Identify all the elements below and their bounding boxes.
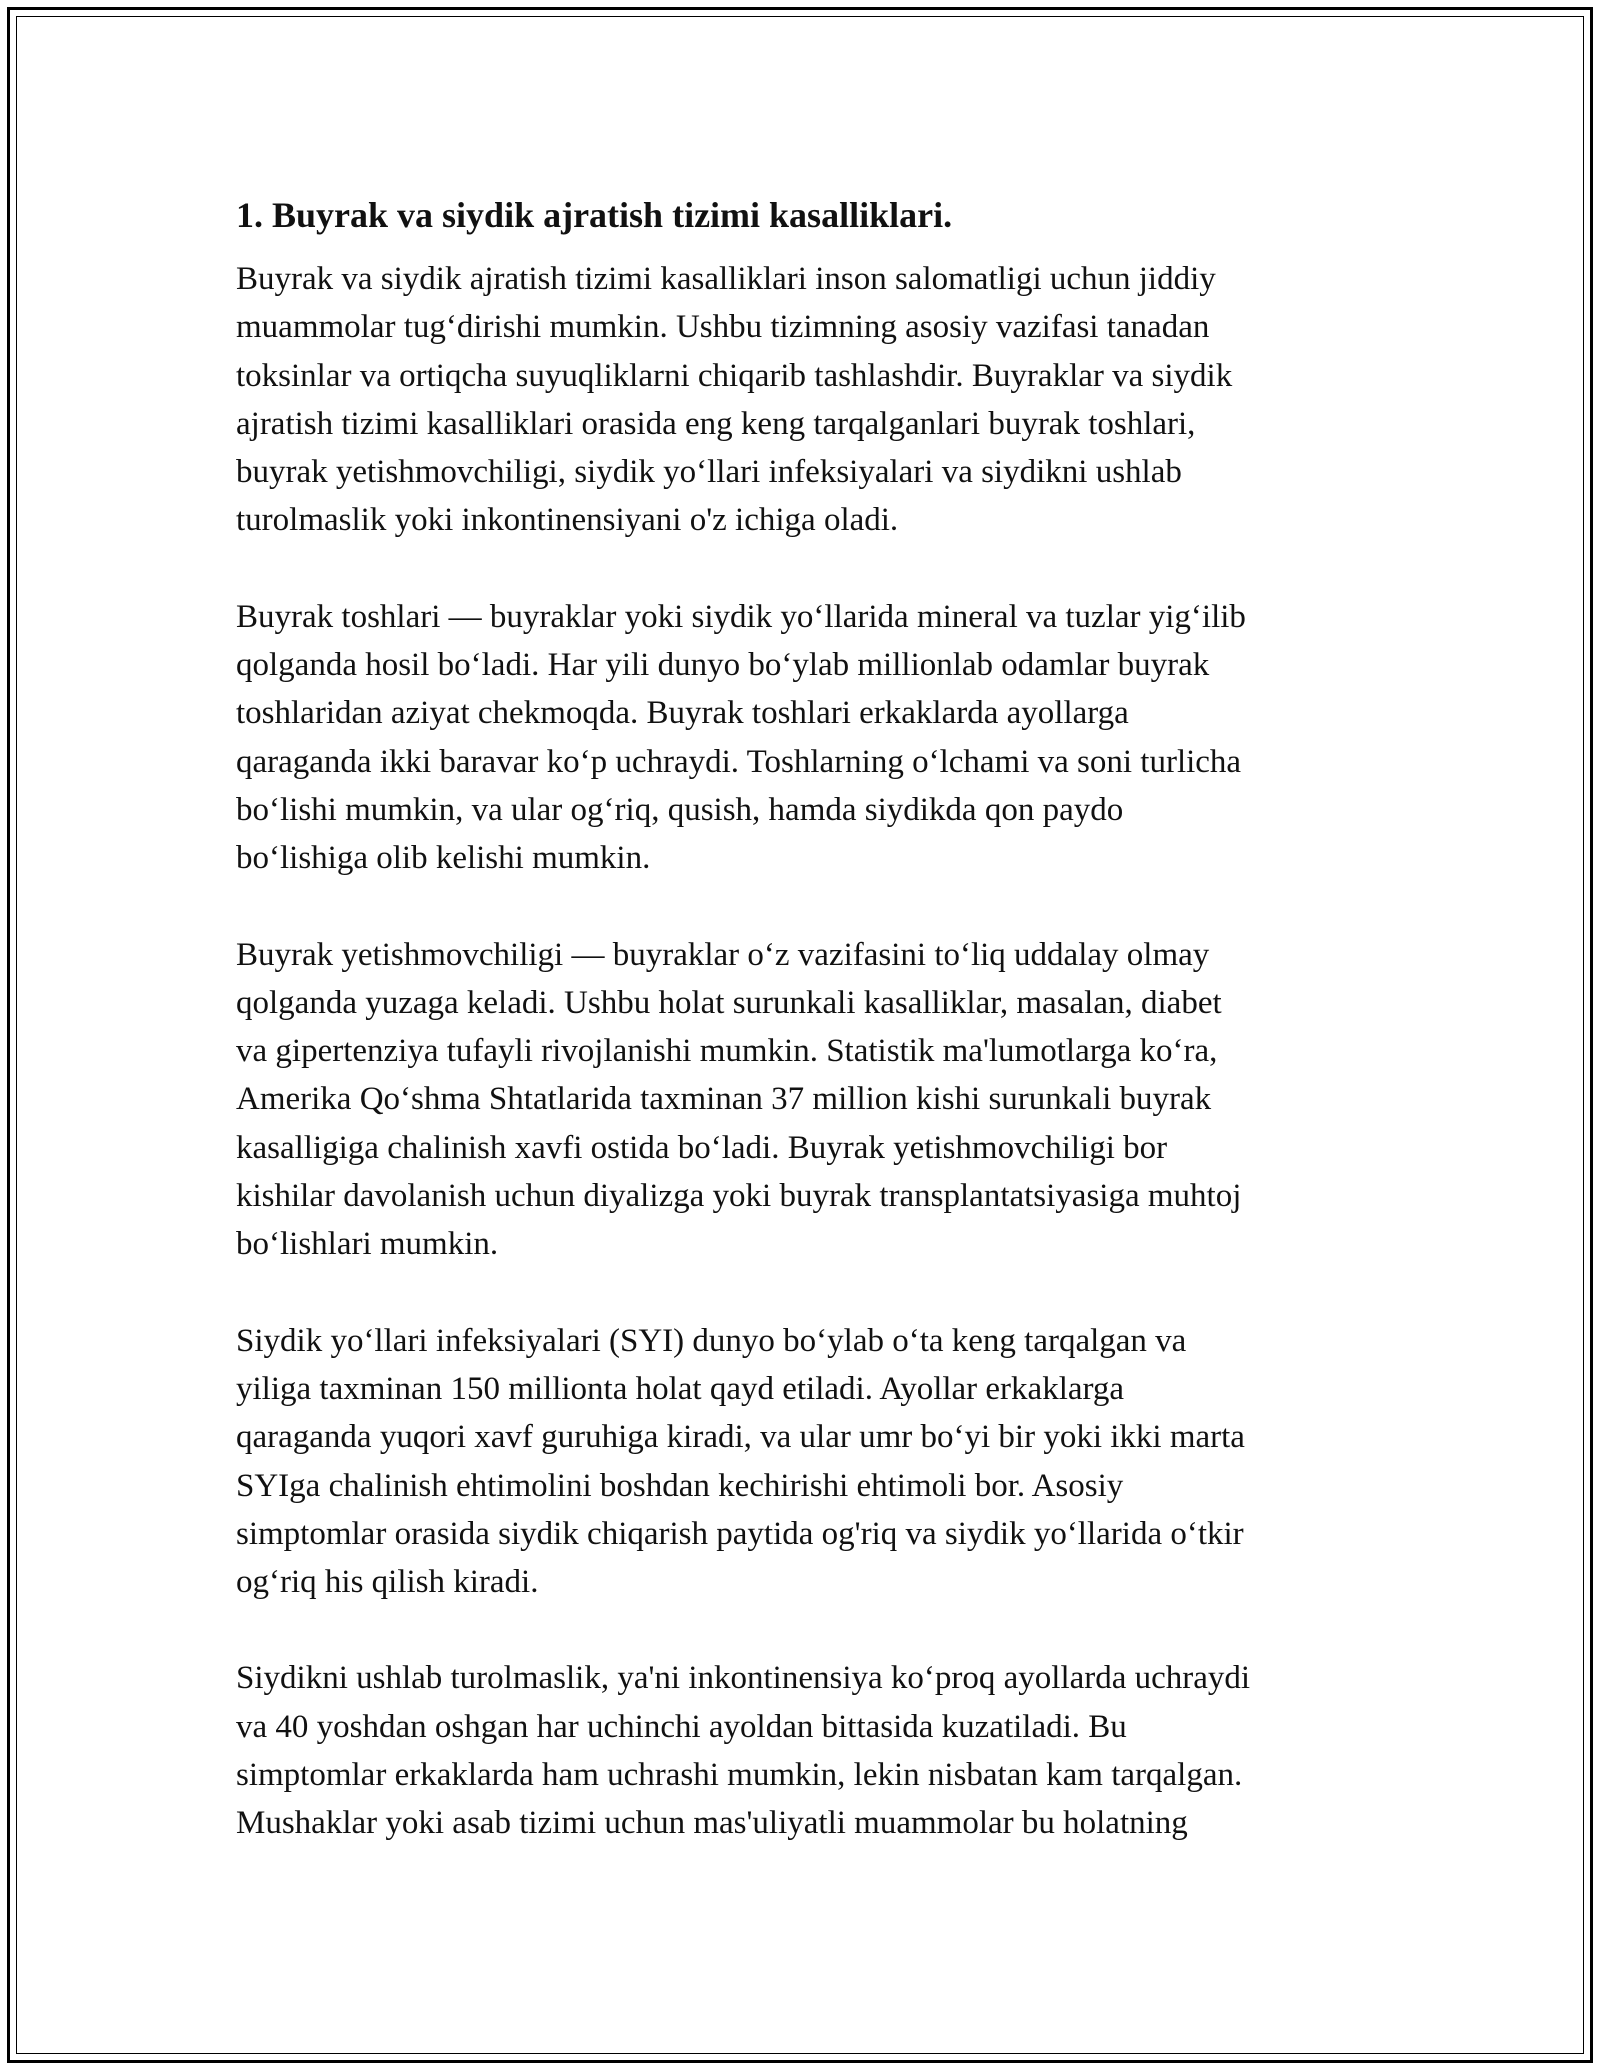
paragraph-overview: Buyrak va siydik ajratish tizimi kasalliklari inson salomatligi uchun jiddiy muammolar tug‘dirishi mumkin. Ushbu tizimning asosiy vazifasi tanadan toksinlar va ortiqcha suyuqliklarni chiqarib tashlashdir. Buyraklar va siydik ajratish tizimi kasalliklari orasida eng keng tarqalganlari buyrak toshlari, buyrak yetishmovchiligi, siydik yo‘llari infeksiyalari va siydikni ushlab turolmaslik yoki inkontinensiyani o'z ichiga oladi.	[236, 261, 1233, 539]
paragraph-kidney-stones: Buyrak toshlari — buyraklar yoki siydik yo‘llarida mineral va tuzlar yig‘ilib qolganda hosil bo‘ladi. Har yili dunyo bo‘ylab millionlab odamlar buyrak toshlaridan aziyat chekmoqda. Buyrak toshlari erkaklarda ayollarga qaraganda ikki baravar ko‘p uchraydi. Toshlarning o‘lchami va soni turlicha bo‘lishi mumkin, va ular og‘riq, qusish, hamda siydikda qon paydo bo‘lishiga olib kelishi mumkin.	[236, 598, 1246, 877]
paragraph-urinary-infections: Siydik yo‘llari infeksiyalari (SYI) dunyo bo‘ylab o‘ta keng tarqalgan va yiliga taxminan 150 millionta holat qayd etiladi. Ayollar erkaklarga qaraganda yuqori xavf guruhiga kiradi, va ular umr bo‘yi bir yoki ikki marta SYIga chalinish ehtimolini boshdan kechirishi ehtimoli bor. Asosiy simptomlar orasida siydik chiqarish paytida og'riq va siydik yo‘llarida o‘tkir og‘riq his qilish kiradi.	[236, 1322, 1245, 1601]
paragraph-kidney-failure: Buyrak yetishmovchiligi — buyraklar o‘z vazifasini to‘liq uddalay olmay qolganda yuzaga keladi. Ushbu holat surunkali kasalliklar, masalan, diabet va gipertenziya tufayli rivojlanishi mumkin. Statistik ma'lumotlarga ko‘ra, Amerika Qo‘shma Shtatlarida taxminan 37 million kishi surunkali buyrak kasalligiga chalinish xavfi ostida bo‘ladi. Buyrak yetishmovchiligi bor kishilar davolanish uchun diyalizga yoki buyrak transplantatsiyasiga muhtoj bo‘lishlari mumkin.	[236, 936, 1242, 1263]
section-heading: 1. Buyrak va siydik ajratish tizimi kasalliklari.	[236, 195, 953, 235]
document-body	[236, 190, 1386, 1848]
paragraph-incontinence: Siydikni ushlab turolmaslik, ya'ni inkontinensiya ko‘proq ayollarda uchraydi va 40 yoshdan oshgan har uchinchi ayoldan bittasida kuzatiladi. Bu simptomlar erkaklarda ham uchrashi mumkin, lekin nisbatan kam tarqalgan. Mushaklar yoki asab tizimi uchun mas'uliyatli muammolar bu holatning	[236, 1660, 1251, 1842]
